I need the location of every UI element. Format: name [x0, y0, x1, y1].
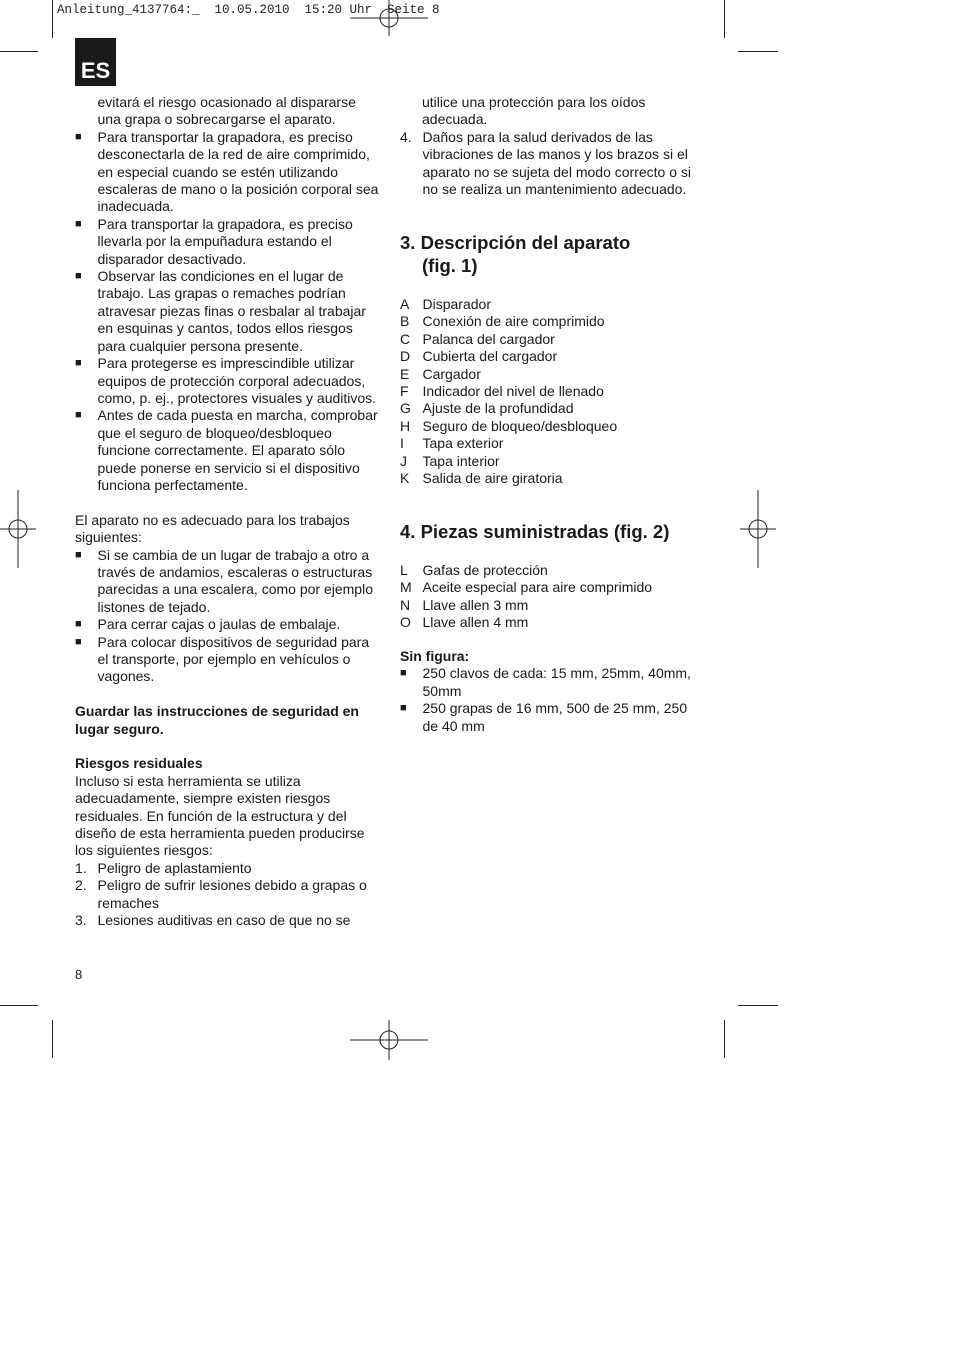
list-item: K Salida de aire giratoria [400, 470, 563, 487]
crop-mark-bl-h [0, 1005, 38, 1006]
list-item: C Palanca del cargador [400, 330, 555, 347]
parts-legend [400, 296, 700, 487]
no-figure-block [400, 648, 700, 735]
list-item: F Indicador del nivel de llenado [400, 383, 604, 400]
list-item: ■ Para cerrar cajas o jaulas de embalaje. [75, 616, 380, 633]
crop-mark-tr-h [738, 51, 778, 52]
page-number: 8 [75, 967, 83, 982]
list-item: E Cargador [400, 365, 481, 382]
list-item: A Disparador [400, 296, 491, 312]
list-item: L Gafas de protección [400, 562, 548, 578]
keep-instructions-note: Guardar las instrucciones de seguridad en lugar seguro. [75, 703, 359, 737]
list-number: 3. [75, 912, 87, 929]
crop-mark-tl-h [0, 51, 38, 52]
safety-bullet-list [75, 129, 380, 495]
list-item: ■ 250 clavos de cada: 15 mm, 25mm, 40mm, 50mm [400, 665, 700, 700]
list-item: ■ Para transportar la grapadora, es preciso llevarla por la empuñadura estando el disparador desactivado. [75, 216, 380, 268]
section-4-heading: 4. Piezas suministradas (fig. 2) [400, 521, 670, 542]
list-item [400, 129, 700, 199]
list-item: ■ Para colocar dispositivos de seguridad para el transporte, por ejemplo en vehículos o vagones. [75, 634, 380, 686]
list-text: Peligro de aplastamiento [97, 859, 252, 876]
no-figure-list [400, 665, 700, 735]
list-text: Peligro de sufrir lesiones debido a grapas o remaches [97, 877, 367, 911]
list-text: Lesiones auditivas en caso de que no se [97, 912, 351, 929]
list-item: O Llave allen 4 mm [400, 614, 529, 631]
list-item: ■ Antes de cada puesta en marcha, comprobar que el seguro de bloqueo/desbloqueo funcione correctamente. El aparato sólo puede ponerse en servicio si el dispositivo funciona perfectamente. [75, 407, 380, 494]
list-text: Daños para la salud derivados de las vibraciones de las manos y los brazos si el aparato no se sujeta del modo correcto o si no se realiza un mantenimiento adecuado. [422, 128, 691, 198]
risk3-continuation: utilice una protección para los oídos adecuada. [422, 94, 646, 128]
list-item: ■ Para protegerse es imprescindible utilizar equipos de protección corporal adecuados, como, p. ej., protectores visuales y auditivos. [75, 355, 380, 407]
list-number: 1. [75, 859, 87, 876]
language-tab-label: ES [80, 58, 111, 83]
list-item: ■ Observar las condiciones en el lugar de trabajo. Las grapas o remaches podrían atravesar piezas finas o resbalar al trabajar en esquinas y cantos, todos ellos riesgos para cualquier persona presente. [75, 268, 380, 355]
list-item: D Cubierta del cargador [400, 348, 558, 365]
crop-mark-tl-v [52, 0, 53, 38]
registration-mark-right [740, 490, 776, 568]
list-item: M Aceite especial para aire comprimido [400, 579, 653, 596]
residual-risks-heading: Riesgos residuales [75, 755, 203, 772]
list-item: ■ Si se cambia de un lugar de trabajo a otro a través de andamios, escaleras o estructuras parecidas a una escalera, como por ejemplo listones de tejado. [75, 547, 380, 617]
right-column [400, 94, 700, 198]
risks-list [75, 860, 380, 930]
registration-mark-left [0, 490, 36, 568]
list-item: N Llave allen 3 mm [400, 596, 529, 613]
left-column [75, 94, 380, 929]
list-item [75, 860, 380, 877]
list-item: ■ Para transportar la grapadora, es preciso desconectarla de la red de aire comprimido, en especial cuando se estén utilizando escaleras de mano o la posición corporal sea inadecuada. [75, 129, 380, 216]
crop-mark-br-v [724, 1020, 725, 1058]
risks-list-continued [400, 129, 700, 199]
crop-mark-bl-v [52, 1020, 53, 1058]
supplied-items-legend [400, 562, 700, 632]
crop-mark-tr-v [724, 0, 725, 38]
list-item: J Tapa interior [400, 452, 500, 469]
list-item: G Ajuste de la profundidad [400, 400, 574, 417]
print-slug: Anleitung_4137764:_ 10.05.2010 15:20 Uhr Seite 8 [57, 3, 440, 17]
not-suitable-list [75, 547, 380, 686]
list-item [75, 877, 380, 912]
registration-mark-bottom [350, 1020, 428, 1060]
residual-risks-text: Incluso si esta herramienta se utiliza adecuadamente, siempre existen riesgos residuales. En función de la estructura y del diseño de esta herramienta pueden producirse los siguientes riesgos: [75, 772, 365, 859]
list-item: ■ 250 grapas de 16 mm, 500 de 25 mm, 250 de 40 mm [400, 700, 700, 735]
language-tab [75, 38, 116, 86]
list-number: 2. [75, 877, 87, 894]
list-item [75, 912, 380, 929]
list-item: H Seguro de bloqueo/desbloqueo [400, 417, 618, 434]
not-suitable-intro: El aparato no es adecuado para los trabajos siguientes: [75, 511, 350, 546]
no-figure-heading: Sin figura: [400, 648, 470, 664]
intro-continuation: evitará el riesgo ocasionado al dispararse una grapa o sobrecargarse el aparato. [97, 94, 356, 128]
list-item: I Tapa exterior [400, 435, 504, 452]
crop-mark-br-h [738, 1005, 778, 1006]
list-number: 4. [400, 128, 412, 145]
list-item: B Conexión de aire comprimido [400, 313, 605, 330]
section-3-heading: 3. Descripción del aparato (fig. 1) [400, 232, 631, 276]
